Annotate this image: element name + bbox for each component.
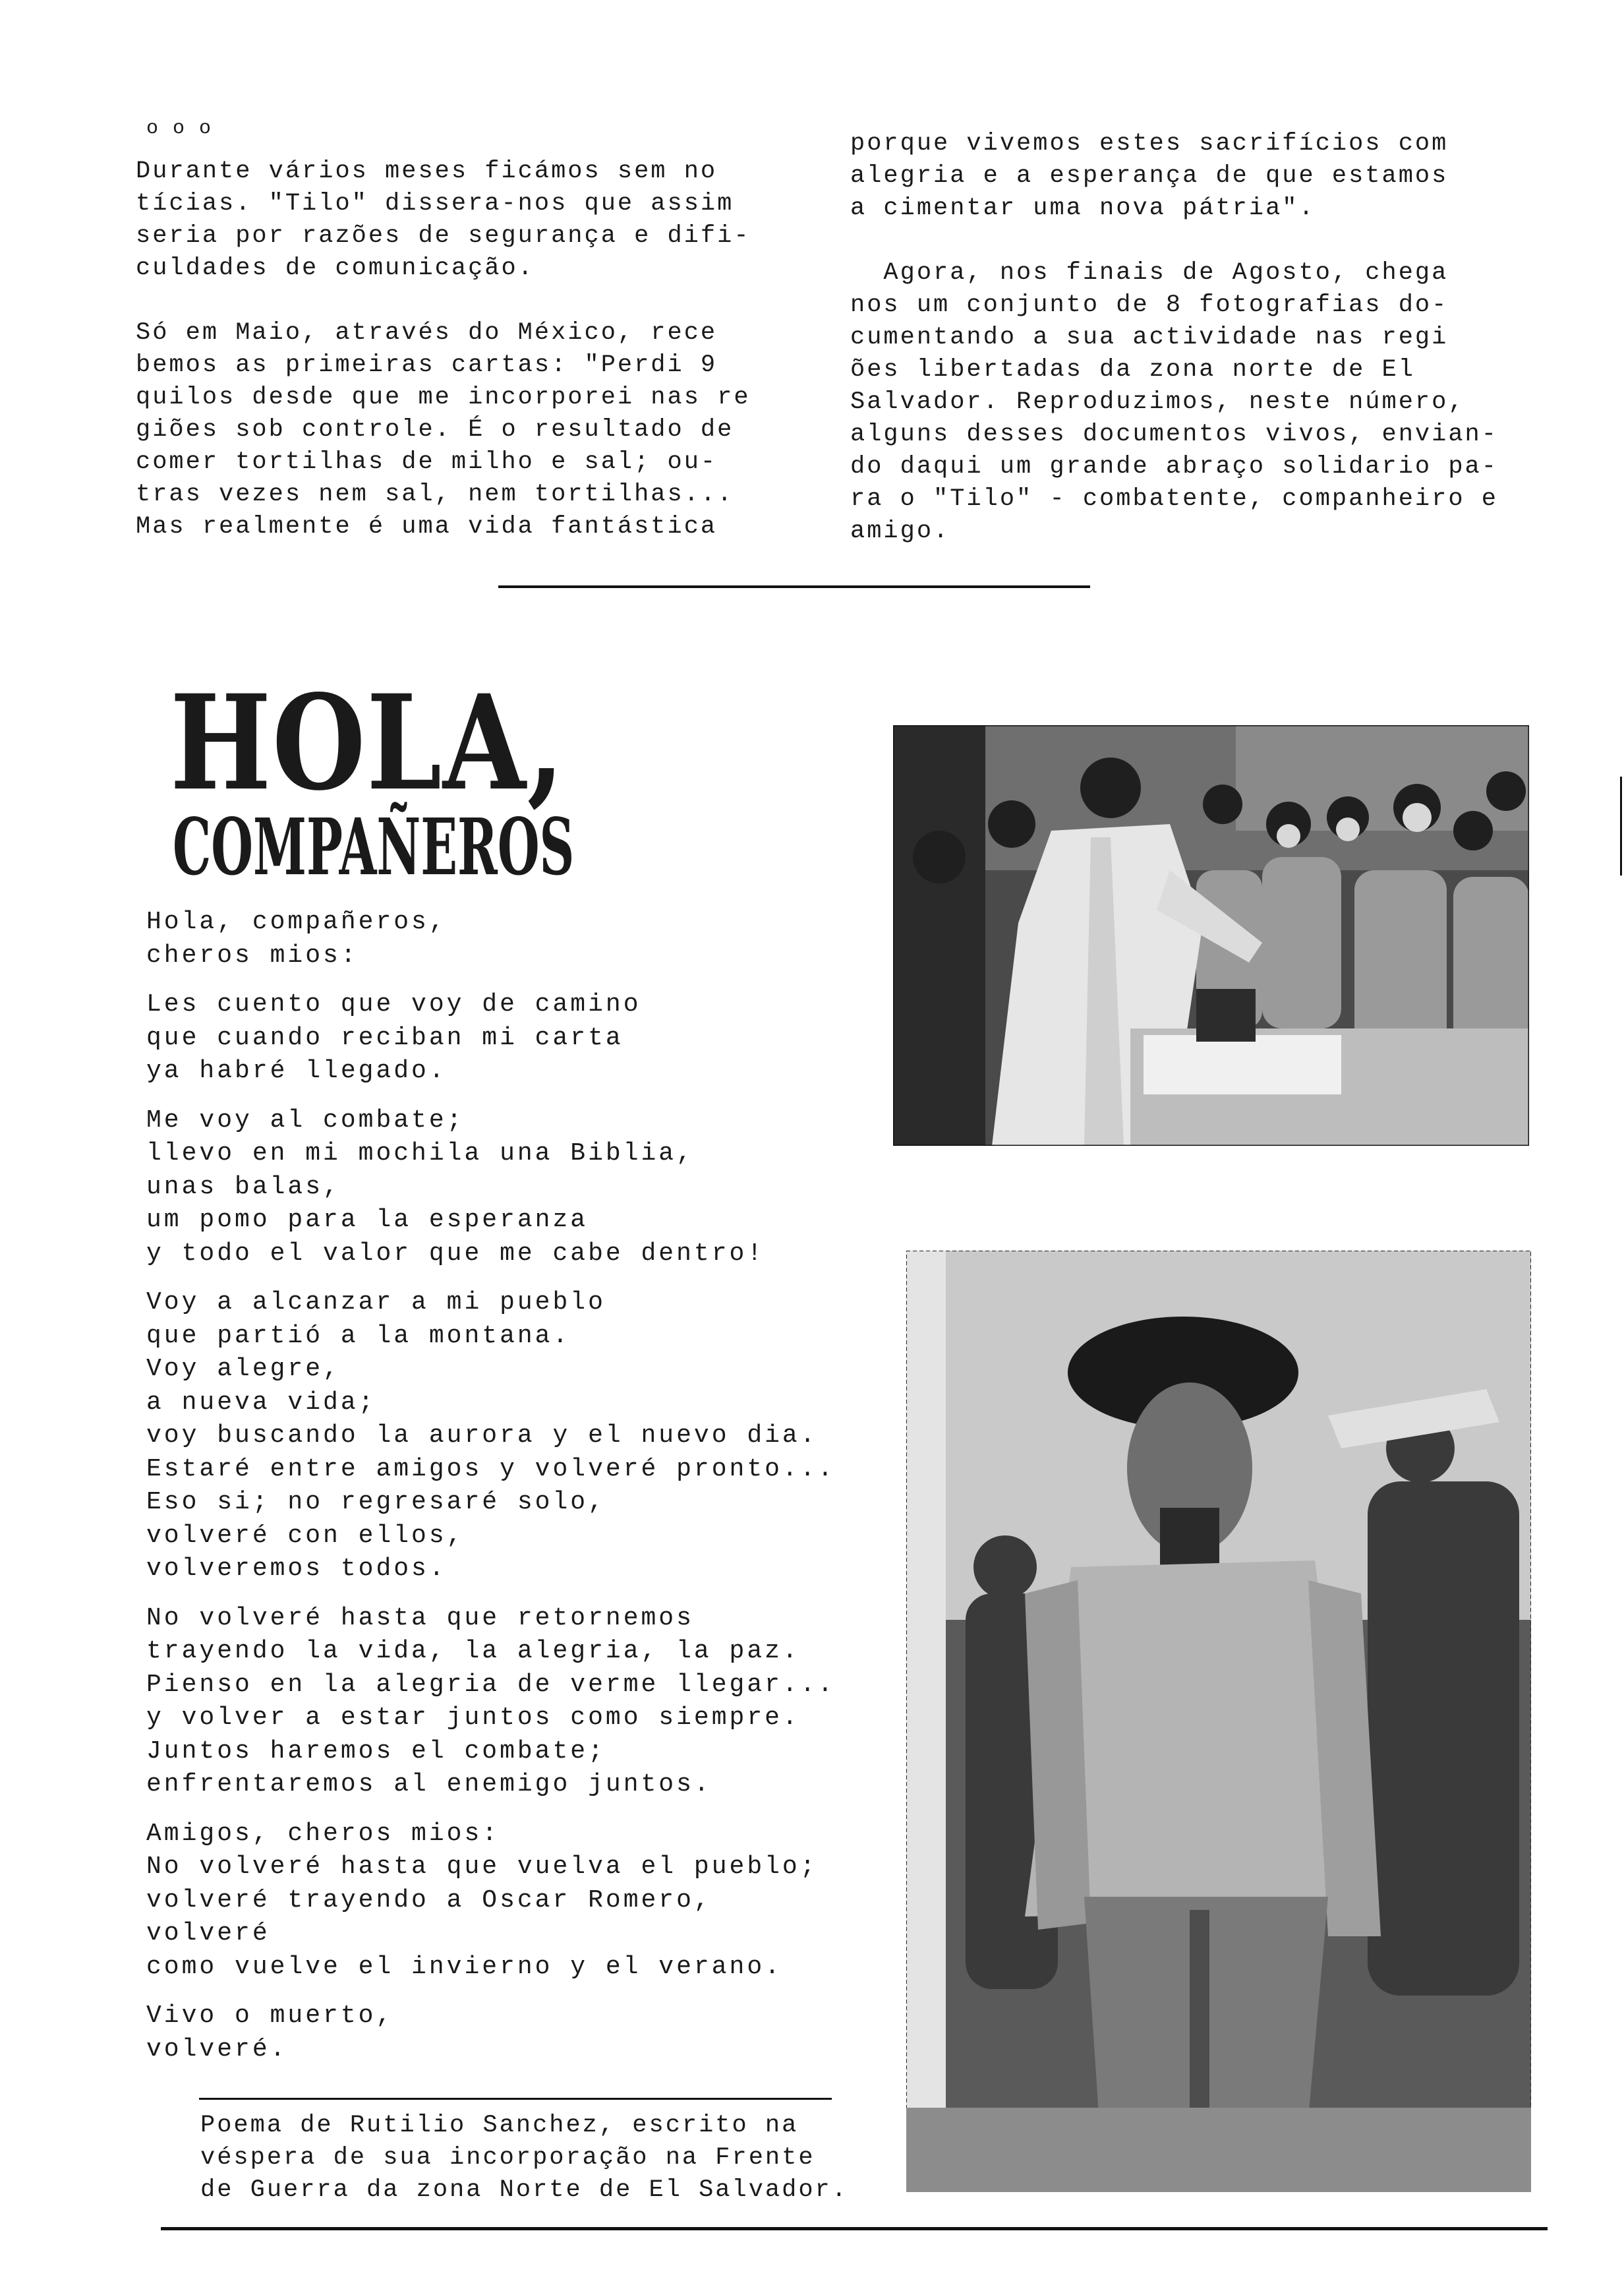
poem-title-hola: HOLA, — [170, 666, 566, 819]
poem-line: llevo en mi mochila una Biblia, — [146, 1139, 694, 1168]
article-divider — [498, 585, 1090, 588]
poem-line: volveré. — [146, 2035, 288, 2064]
page-bottom-rule — [161, 2227, 1548, 2230]
article-line: ões libertadas da zona norte de El — [850, 356, 1415, 384]
poem-line: ya habré llegado. — [146, 1057, 447, 1085]
poem-stanza — [146, 1104, 835, 1271]
article-line: giões sob controle. É o resultado de — [136, 416, 734, 444]
poem-line: volveré trayendo a Oscar Romero, — [146, 1886, 712, 1915]
poem-line: trayendo la vida, la alegria, la paz. — [146, 1637, 800, 1665]
poem-line: Me voy al combate; — [146, 1106, 465, 1135]
article-line — [136, 285, 751, 317]
poem-line: que partió a la montana. — [146, 1321, 571, 1350]
margin-mark — [1620, 777, 1622, 876]
section-ornament: o o o — [146, 117, 213, 140]
poem-line: Vivo o muerto, — [146, 2002, 394, 2030]
poem-line: volveré — [146, 1919, 270, 1947]
poem-line: a nueva vida; — [146, 1388, 376, 1417]
article-line: tícias. "Tilo" dissera-nos que assim — [136, 190, 734, 218]
article-line: nos um conjunto de 8 fotografias do- — [850, 291, 1449, 319]
poem-stanza — [146, 2000, 835, 2066]
article-line: comer tortilhas de milho e sal; ou- — [136, 448, 718, 476]
article-line: Agora, nos finais de Agosto, chega — [850, 259, 1449, 287]
photo-crowd-gathering — [893, 725, 1529, 1146]
poem-line: Amigos, cheros mios: — [146, 1819, 500, 1848]
poem-line: unas balas, — [146, 1172, 341, 1201]
poem-line: Les cuento que voy de camino — [146, 990, 641, 1019]
article-line: quilos desde que me incorporei nas re — [136, 384, 751, 411]
poem-caption — [200, 2110, 848, 2207]
poem-line: y todo el valor que me cabe dentro! — [146, 1239, 765, 1268]
article-line: culdades de comunicação. — [136, 254, 535, 282]
article-line: Durante vários meses ficámos sem no — [136, 158, 718, 185]
article-line: Mas realmente é uma vida fantástica — [136, 513, 718, 541]
caption-divider — [199, 2098, 832, 2100]
poem-line: Voy alegre, — [146, 1355, 341, 1383]
poem-line: volveremos todos. — [146, 1555, 447, 1583]
poem-stanza — [146, 988, 835, 1088]
article-line: cumentando a sua actividade nas regi — [850, 324, 1449, 351]
poem-line: Juntos haremos el combate; — [146, 1737, 606, 1766]
article-line: Só em Maio, através do México, rece — [136, 319, 718, 347]
poem-line: um pomo para la esperanza — [146, 1206, 589, 1234]
article-line: a cimentar uma nova pátria". — [850, 194, 1316, 222]
poem-line: cheros mios: — [146, 941, 359, 970]
poem-stanza — [146, 906, 835, 972]
poem-line: Eso si; no regresaré solo, — [146, 1488, 606, 1516]
poem-title-companeros: COMPAÑEROS — [173, 801, 575, 893]
caption-line: véspera de sua incorporação na Frente — [200, 2144, 815, 2172]
article-line — [850, 225, 1498, 257]
poem-stanza — [146, 1602, 835, 1802]
poem-line: volveré con ellos, — [146, 1521, 465, 1550]
article-line: alegria e a esperança de que estamos — [850, 162, 1449, 190]
article-line: seria por razões de segurança e difi- — [136, 222, 751, 250]
poem-line: No volveré hasta que retornemos — [146, 1603, 694, 1632]
caption-line: Poema de Rutilio Sanchez, escrito na — [200, 2112, 799, 2139]
poem-line: Voy a alcanzar a mi pueblo — [146, 1288, 606, 1317]
poem-line: voy buscando la aurora y el nuevo dia. — [146, 1421, 818, 1450]
article-line: tras vezes nem sal, nem tortilhas... — [136, 481, 734, 508]
caption-line: de Guerra da zona Norte de El Salvador. — [200, 2176, 848, 2204]
article-right-column — [850, 128, 1498, 548]
poem-line: Estaré entre amigos y volveré pronto... — [146, 1454, 836, 1483]
article-line: alguns desses documentos vivos, envian- — [850, 421, 1498, 448]
poem-body — [146, 906, 835, 2082]
article-line: Salvador. Reproduzimos, neste número, — [850, 388, 1465, 416]
article-line: amigo. — [850, 518, 950, 545]
article-line: do daqui um grande abraço solidario pa- — [850, 453, 1498, 481]
poem-line: No volveré hasta que vuelva el pueblo; — [146, 1853, 818, 1881]
poem-line: que cuando reciban mi carta — [146, 1023, 624, 1052]
poem-line: Pienso en la alegria de verme llegar... — [146, 1670, 836, 1699]
poem-stanza — [146, 1286, 835, 1586]
poem-line: y volver a estar juntos como siempre. — [146, 1704, 800, 1732]
poem-line: enfrentaremos al enemigo juntos. — [146, 1770, 712, 1798]
article-line: ra o "Tilo" - combatente, companheiro e — [850, 485, 1498, 513]
article-line: bemos as primeiras cartas: "Perdi 9 — [136, 351, 718, 379]
article-line: porque vivemos estes sacrifícios com — [850, 130, 1449, 158]
poem-stanza — [146, 1818, 835, 1984]
article-left-column — [136, 156, 751, 543]
poem-line: como vuelve el invierno y el verano. — [146, 1952, 782, 1981]
photo-guerrilla-fighter — [906, 1251, 1531, 2192]
poem-line: Hola, compañeros, — [146, 908, 447, 936]
